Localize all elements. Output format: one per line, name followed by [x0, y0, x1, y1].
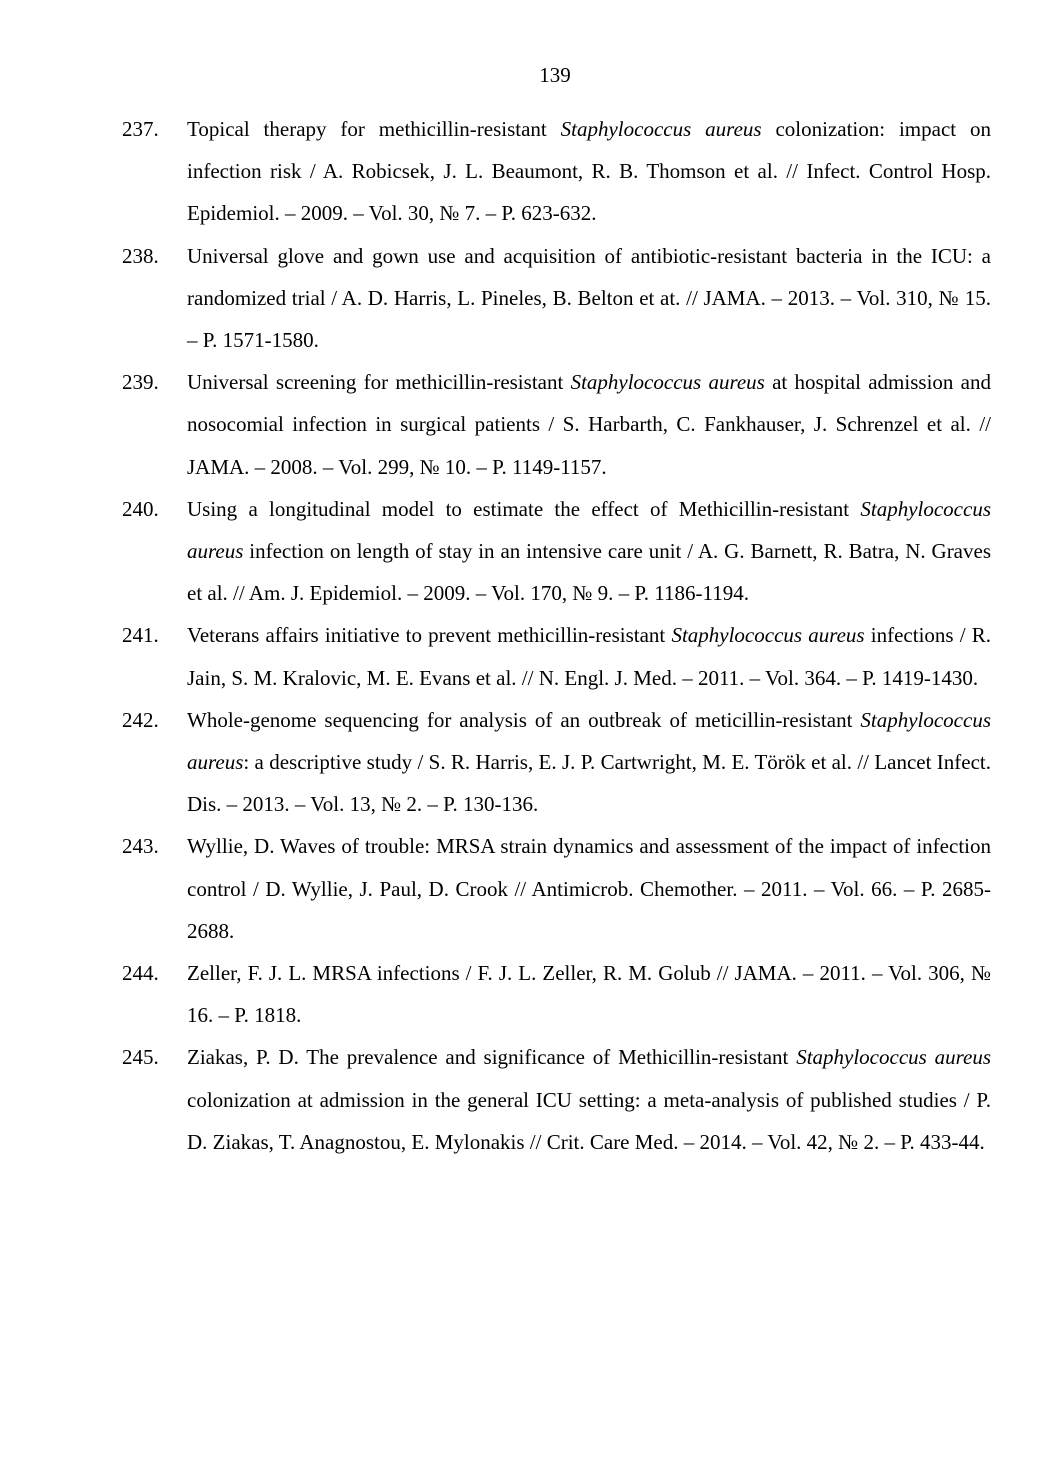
species-name: Staphylococcus aureus: [560, 117, 762, 141]
reference-text-segment: Veterans affairs initiative to prevent methicillin-resistant: [187, 623, 672, 648]
reference-item: [122, 235, 991, 362]
reference-text-segment: : a descriptive study / S. R. Harris, E. J. P. Cartwright, M. E. Török et al. // Lancet Infect. Dis. – 2013. – Vol. 13, № 2. – P. 130-136.: [187, 750, 991, 817]
reference-text-segment: infection on length of stay in an intensive care unit / A. G. Barnett, R. Batra, N. Graves et al. // Am. J. Epidemiol. – 2009. – Vol. 170, № 9. – P. 1186-1194.: [187, 539, 991, 606]
reference-text-segment: colonization: impact on infection risk / A. Robicsek, J. L. Beaumont, R. B. Thomson et al. // Infect. Control Hosp. Epidemiol. – 2009. – Vol. 30, № 7. – P. 623-632.: [187, 117, 992, 226]
reference-text-segment: at hospital admission and nosocomial infection in surgical patients / S. Harbarth, C. Fankhauser, J. Schrenzel et al. // JAMA. – 2008. – Vol. 299, № 10. – P. 1149-1157.: [187, 370, 991, 479]
reference-number: 240.: [122, 496, 159, 521]
reference-text: [187, 952, 991, 1036]
species-name: Staphylococcus aureus: [187, 707, 991, 775]
reference-text: [187, 825, 991, 952]
reference-text-segment: Topical therapy for methicillin-resistant: [187, 117, 561, 141]
reference-text-segment: Zeller, F. J. L. MRSA infections / F. J. L. Zeller, R. M. Golub // JAMA. – 2011. – Vol. 306, № 16. – P. 1818.: [187, 961, 991, 1028]
species-name: Staphylococcus aureus: [187, 496, 991, 564]
reference-item: [122, 952, 991, 1036]
reference-number: 243.: [122, 834, 159, 859]
reference-text-segment: Universal glove and gown use and acquisition of antibiotic-resistant bacteria in the ICU: a randomized trial / A. D. Harris, L. Pineles, B. Belton et at. // JAMA. – 2013. – Vol. 310, № 15. – P. 1571-1580.: [187, 243, 991, 353]
reference-text-segment: colonization at admission in the general ICU setting: a meta-analysis of published studies / P. D. Ziakas, T. Anagnostou, E. Mylonakis // Crit. Care Med. – 2014. – Vol. 42, № 2. – P. 433-44.: [187, 1087, 991, 1154]
reference-item: [122, 361, 991, 488]
reference-text-segment: Universal screening for methicillin-resistant: [187, 370, 571, 395]
reference-text-segment: Using a longitudinal model to estimate the effect of Methicillin-resistant: [187, 496, 861, 521]
reference-text: [187, 1036, 991, 1163]
species-name: Staphylococcus aureus: [671, 623, 865, 648]
reference-number: 242.: [122, 707, 159, 732]
reference-number: 239.: [122, 370, 159, 395]
reference-item: [122, 825, 991, 952]
reference-item: [122, 699, 991, 826]
reference-text: [187, 699, 991, 826]
reference-text-segment: Whole-genome sequencing for analysis of an outbreak of meticillin-resistant: [187, 707, 861, 732]
reference-text: [187, 108, 991, 235]
reference-text-segment: Ziakas, P. D. The prevalence and significance of Methicillin-resistant: [187, 1045, 797, 1070]
reference-text-segment: infections / R. Jain, S. M. Kralovic, M. E. Evans et al. // N. Engl. J. Med. – 2011. – Vol. 364. – P. 1419-1430.: [187, 623, 991, 690]
species-name: Staphylococcus aureus: [570, 370, 765, 395]
reference-text: [187, 614, 991, 698]
reference-list: [122, 108, 991, 1163]
reference-item: [122, 488, 991, 615]
page-number: 139: [539, 63, 571, 87]
reference-item: [122, 614, 991, 698]
reference-number: 238.: [122, 243, 159, 268]
reference-text: [187, 235, 991, 362]
reference-number: 237.: [122, 117, 159, 141]
reference-text: [187, 361, 991, 488]
reference-text: [187, 488, 991, 615]
species-name: Staphylococcus aureus: [796, 1045, 991, 1070]
reference-text-segment: Wyllie, D. Waves of trouble: MRSA strain dynamics and assessment of the impact of infection control / D. Wyllie, J. Paul, D. Crook // Antimicrob. Chemother. – 2011. – Vol. 66. – P. 2685-2688.: [187, 834, 991, 943]
reference-number: 244.: [122, 961, 159, 986]
reference-item: [122, 108, 991, 235]
reference-number: 241.: [122, 623, 159, 648]
reference-number: 245.: [122, 1045, 159, 1070]
reference-item: [122, 1036, 991, 1163]
